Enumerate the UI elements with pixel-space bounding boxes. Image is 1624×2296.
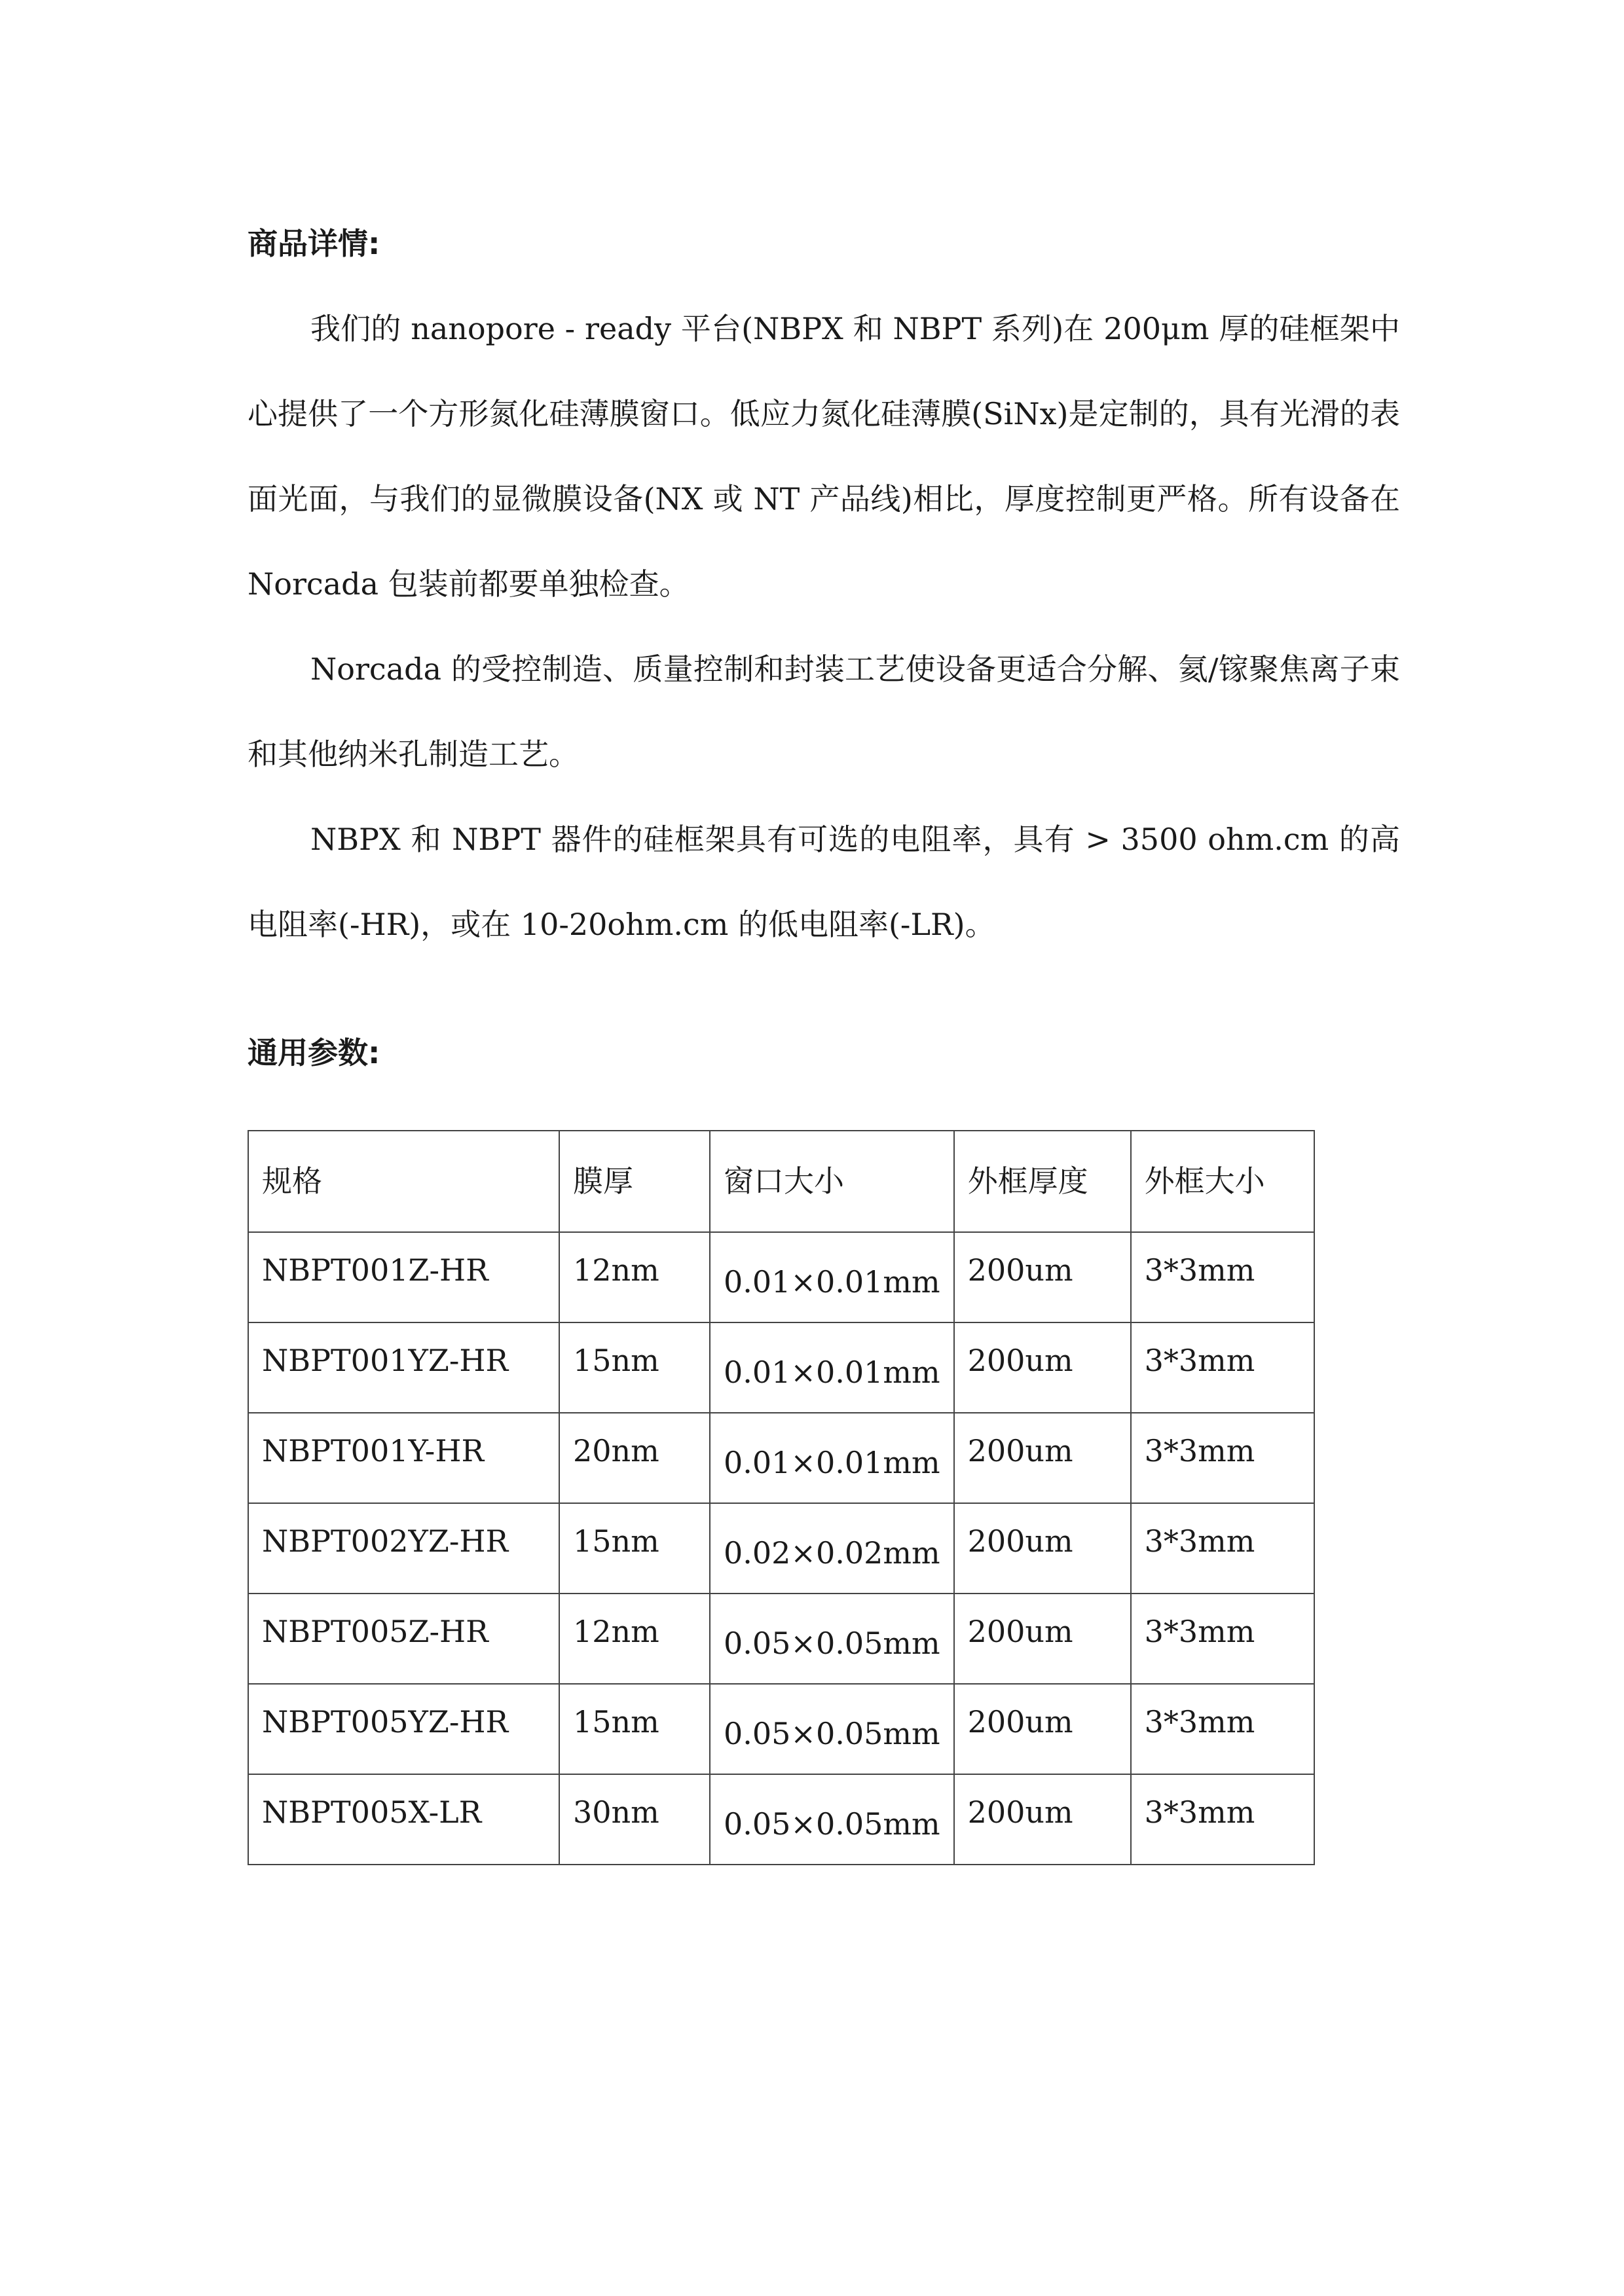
table-row: [248, 1684, 1314, 1774]
section-title-product-details: 商品详情:: [248, 226, 380, 261]
cell-window-size: 0.01×0.01mm: [710, 1322, 954, 1413]
parameters-table: [248, 1130, 1315, 1865]
table-row: [248, 1503, 1314, 1594]
cell-frame-thickness: 200um: [954, 1413, 1131, 1503]
cell-frame-thickness: 200um: [954, 1684, 1131, 1774]
table-row: [248, 1322, 1314, 1413]
cell-window-size: 0.05×0.05mm: [710, 1684, 954, 1774]
cell-film-thickness: 12nm: [559, 1232, 710, 1322]
cell-spec: NBPT001Y-HR: [248, 1413, 559, 1503]
table-header-row: [248, 1131, 1314, 1232]
cell-window-size: 0.05×0.05mm: [710, 1774, 954, 1865]
cell-spec: NBPT001YZ-HR: [248, 1322, 559, 1413]
cell-film-thickness: 12nm: [559, 1594, 710, 1684]
header-spec: 规格: [248, 1131, 559, 1232]
cell-spec: NBPT005X-LR: [248, 1774, 559, 1865]
cell-spec: NBPT005YZ-HR: [248, 1684, 559, 1774]
cell-frame-thickness: 200um: [954, 1774, 1131, 1865]
paragraph-platform-intro: 我们的 nanopore - ready 平台(NBPX 和 NBPT 系列)在 200μm 厚的硅框架中心提供了一个方形氮化硅薄膜窗口。低应力氮化硅薄膜(SiNx)是定制的，具有光滑的表面光面，与我们的显微膜设备(NX 或 NT 产品线)相比，厚度控制更严格。所有设备在 Norcada 包装前都要单独检查。: [248, 311, 1400, 602]
cell-frame-size: 3*3mm: [1131, 1684, 1314, 1774]
table-row: [248, 1594, 1314, 1684]
section-title-general-parameters: 通用参数:: [248, 1035, 380, 1070]
cell-frame-size: 3*3mm: [1131, 1594, 1314, 1684]
table-row: [248, 1413, 1314, 1503]
cell-frame-size: 3*3mm: [1131, 1503, 1314, 1594]
cell-frame-thickness: 200um: [954, 1232, 1131, 1322]
header-window-size: 窗口大小: [710, 1131, 954, 1232]
cell-film-thickness: 15nm: [559, 1322, 710, 1413]
cell-film-thickness: 30nm: [559, 1774, 710, 1865]
cell-film-thickness: 15nm: [559, 1684, 710, 1774]
cell-window-size: 0.01×0.01mm: [710, 1232, 954, 1322]
cell-window-size: 0.05×0.05mm: [710, 1594, 954, 1684]
cell-frame-size: 3*3mm: [1131, 1774, 1314, 1865]
cell-frame-size: 3*3mm: [1131, 1413, 1314, 1503]
cell-frame-size: 3*3mm: [1131, 1232, 1314, 1322]
cell-frame-thickness: 200um: [954, 1503, 1131, 1594]
cell-window-size: 0.01×0.01mm: [710, 1413, 954, 1503]
cell-spec: NBPT001Z-HR: [248, 1232, 559, 1322]
header-film-thickness: 膜厚: [559, 1131, 710, 1232]
header-frame-size: 外框大小: [1131, 1131, 1314, 1232]
paragraph-manufacturing: Norcada 的受控制造、质量控制和封装工艺使设备更适合分解、氦/镓聚焦离子束和其他纳米孔制造工艺。: [248, 651, 1400, 772]
cell-window-size: 0.02×0.02mm: [710, 1503, 954, 1594]
header-frame-thickness: 外框厚度: [954, 1131, 1131, 1232]
product-description: [248, 286, 1400, 967]
cell-frame-size: 3*3mm: [1131, 1322, 1314, 1413]
cell-film-thickness: 15nm: [559, 1503, 710, 1594]
cell-spec: NBPT005Z-HR: [248, 1594, 559, 1684]
table-row: [248, 1232, 1314, 1322]
cell-frame-thickness: 200um: [954, 1322, 1131, 1413]
table-row: [248, 1774, 1314, 1865]
cell-film-thickness: 20nm: [559, 1413, 710, 1503]
cell-spec: NBPT002YZ-HR: [248, 1503, 559, 1594]
cell-frame-thickness: 200um: [954, 1594, 1131, 1684]
paragraph-resistivity: NBPX 和 NBPT 器件的硅框架具有可选的电阻率，具有 > 3500 ohm.cm 的高电阻率(-HR)，或在 10-20ohm.cm 的低电阻率(-LR)。: [248, 822, 1400, 942]
